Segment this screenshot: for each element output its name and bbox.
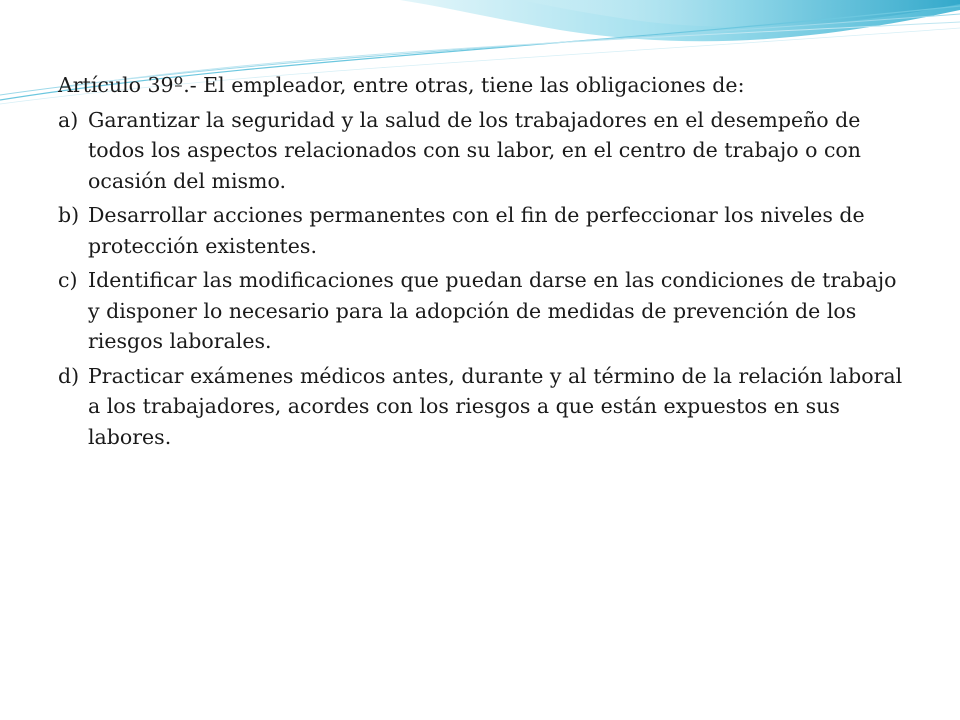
list-item-letter: c) <box>58 268 78 292</box>
list-item-text: Desarrollar acciones permanentes con el fin de perfeccionar los niveles de protección existentes. <box>88 203 865 258</box>
list-item <box>58 105 908 197</box>
list-item <box>58 361 908 453</box>
list-item <box>58 265 908 357</box>
list-item-text: Identificar las modificaciones que puedan darse en las condiciones de trabajo y disponer lo necesario para la adopción de medidas de prevención de los riesgos laborales. <box>88 268 897 353</box>
list-item-letter: b) <box>58 203 80 227</box>
list-item-text: Practicar exámenes médicos antes, durante y al término de la relación laboral a los trabajadores, acordes con los riesgos a que están expuestos en sus labores. <box>88 363 903 449</box>
list-item-text: Garantizar la seguridad y la salud de los trabajadores en el desempeño de todos los aspectos relacionados con su labor, en el centro de trabajo o con ocasión del mismo. <box>88 107 861 193</box>
slide-body <box>58 70 908 456</box>
list-item-letter: a) <box>58 107 79 132</box>
article-heading: Artículo 39º.- El empleador, entre otras, tiene las obligaciones de: <box>58 73 745 97</box>
list-item <box>58 200 908 261</box>
list-item-letter: d) <box>58 363 80 388</box>
